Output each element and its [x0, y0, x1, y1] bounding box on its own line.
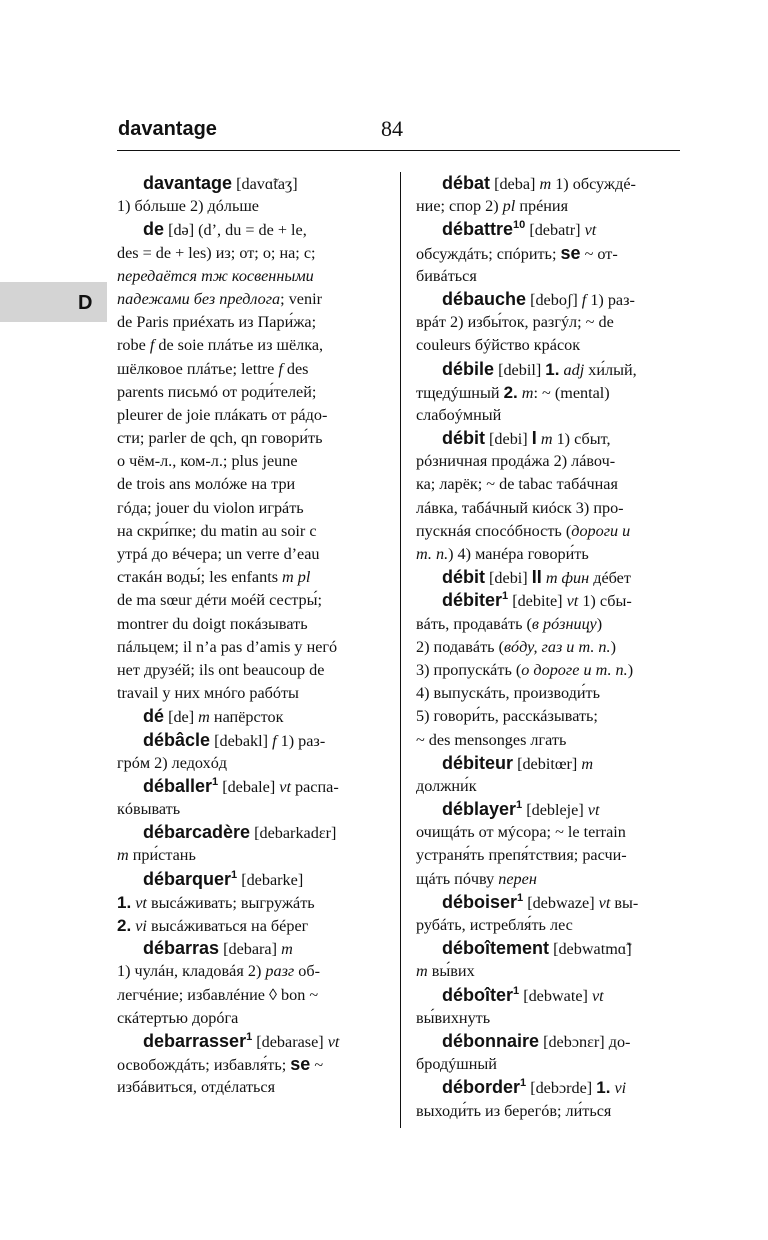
dictionary-line: couleurs бýйство крáсок	[416, 336, 581, 355]
dictionary-line: рубáть, истребля́ть лес	[416, 916, 573, 934]
header-rule	[117, 150, 680, 151]
dictionary-line: déboîtement [debwatmɑ̃]	[442, 938, 632, 959]
dictionary-line: ~ des mensonges лгать	[416, 730, 567, 749]
dictionary-line: de [də] (d’, du = de + le,	[143, 219, 307, 240]
dictionary-line: débarras [debara] m	[143, 938, 293, 959]
dictionary-line: déboiser$^1$ [debwaze] vt вы-	[442, 891, 639, 912]
dictionary-line: обсуждáть; спóрить; se ~ от-	[416, 242, 618, 263]
dictionary-line: débonnaire [debɔnɛr] до-	[442, 1030, 631, 1051]
dictionary-line: debarrasser$^1$ [debarase] vt	[143, 1030, 340, 1051]
dictionary-line: déballer$^1$ [debale] vt распа-	[143, 775, 339, 796]
dictionary-line: гóда; jouer du violon игрáть	[117, 498, 304, 517]
dictionary-line: пускнáя спосóбность (дороги и	[416, 521, 631, 540]
dictionary-line: бивáться	[416, 266, 477, 285]
dictionary-line: падежами без предлога; venir	[117, 289, 322, 308]
dictionary-line: врáт 2) избы́ток, разгýл; ~ de	[416, 313, 614, 332]
dictionary-line: débiter$^1$ [debite] vt 1) сбы-	[442, 590, 632, 611]
dictionary-line: щáть пóчву перен	[416, 869, 537, 888]
dictionary-line: бродýшный	[416, 1055, 497, 1074]
dictionary-line: о чём-л., ком-л.; plus jeune	[117, 452, 298, 471]
dictionary-line: нет друзéй; ils ont beaucoup de	[117, 660, 325, 679]
dictionary-line: des = de + les) из; от; о; на; с;	[117, 243, 316, 262]
dictionary-line: грóм 2) ледохóд	[117, 753, 228, 772]
dictionary-line: de Paris приéхать из Пари́жа;	[117, 313, 317, 332]
dictionary-line: 2) подавáть (вóду, газ и т. п.)	[416, 637, 616, 656]
dictionary-line: davantage [davɑ̃taʒ]	[143, 173, 298, 193]
page-number: 84	[381, 116, 403, 141]
dictionary-line: débat [deba] m 1) обсуждé-	[442, 173, 636, 193]
left-column	[117, 172, 339, 1100]
dictionary-line: освобождáть; избавля́ть; se ~	[117, 1054, 324, 1075]
dictionary-line: ние; спор 2) pl прéния	[416, 197, 569, 216]
dictionary-line: déblayer$^1$ [debleje] vt	[442, 799, 600, 820]
dictionary-line: избáвиться, отдéлаться	[117, 1078, 276, 1097]
dictionary-line: 3) пропускáть (о дороге и т. п.)	[416, 660, 634, 679]
dictionary-line: 1. vt высáживать; выгружáть	[117, 892, 315, 912]
dictionary-line: 2. vi высáживаться на бéрег	[117, 916, 309, 935]
dictionary-line: débattre$^{10}$ [debatr] vt	[442, 219, 597, 240]
dictionary-line: débarquer$^1$ [debarke]	[143, 868, 304, 889]
dictionary-line: вáть, продавáть (в рóзницу)	[416, 614, 603, 633]
right-column	[416, 172, 638, 1123]
dictionary-line: 1) чулáн, кладовáя 2) разг об-	[117, 962, 320, 981]
dictionary-line: 1) бóльше 2) дóльше	[117, 197, 259, 216]
dictionary-line: m при́стань	[117, 846, 196, 865]
dictionary-line: robe f de soie плáтье из шёлка,	[117, 336, 324, 355]
dictionary-line: 5) говори́ть, расскáзывать;	[416, 707, 598, 726]
dictionary-line: débiteur [debitœr] m	[442, 752, 594, 773]
dictionary-line: de trois ans молóже на три	[117, 475, 296, 494]
dictionary-line: сти; parler de qch, qn говори́ть	[117, 429, 323, 448]
dictionary-line: скáтертью дорóга	[117, 1008, 239, 1027]
dictionary-line: m вы́вих	[416, 962, 475, 981]
dictionary-line: вы́вихнуть	[416, 1008, 491, 1027]
running-head: davantage	[118, 118, 217, 140]
dictionary-line: лáвка, табáчный киóск 3) про-	[416, 498, 624, 517]
dictionary-line: кóвывать	[117, 800, 181, 819]
dictionary-line: travail у них мнóго рабóты	[117, 684, 299, 703]
dictionary-line: очищáть от мýсора; ~ le terrain	[416, 823, 626, 842]
dictionary-line: 4) выпускáть, производи́ть	[416, 684, 601, 703]
dictionary-line: déborder$^1$ [debɔrde] 1. vi	[442, 1077, 627, 1098]
dictionary-line: выходи́ть из берегóв; ли́ться	[416, 1101, 612, 1120]
dictionary-line: т. п.) 4) манéра говори́ть	[416, 545, 589, 563]
letter-tab-label: D	[78, 292, 93, 314]
dictionary-line: устраня́ть препя́тствия; расчи-	[416, 846, 627, 865]
dictionary-line: стакáн воды́; les enfants m pl	[117, 568, 311, 587]
dictionary-line: pleurer de joie плáкать от рáдо-	[117, 405, 328, 424]
dictionary-line: débauche [deboʃ] f 1) раз-	[442, 288, 635, 309]
dictionary-line: débile [debil] 1. adj хи́лый,	[442, 358, 637, 379]
dictionary-line: débâcle [debakl] f 1) раз-	[143, 729, 326, 750]
dictionary-line: débarcadère [debarkadɛr]	[143, 822, 337, 843]
dictionary-line: должни́к	[416, 776, 477, 795]
dictionary-line: рóзничная продáжа 2) лáвоч-	[416, 452, 616, 471]
dictionary-line: dé [de] m напёрсток	[143, 706, 284, 727]
dictionary-line: передаётся тж косвенными	[117, 266, 314, 285]
dictionary-line: débit [debi] II m фин дéбет	[442, 567, 631, 588]
dictionary-line: пáльцем; il n’a pas d’amis у негó	[117, 637, 338, 656]
dictionary-line: parents письмó от роди́телей;	[117, 382, 317, 401]
dictionary-line: слабоýмный	[416, 405, 502, 424]
dictionary-line: de ma sœur дéти моéй сестры́;	[117, 591, 323, 610]
dictionary-line: déboîter$^1$ [debwate] vt	[442, 984, 604, 1005]
dictionary-line: на скри́пке; du matin au soir с	[117, 521, 317, 540]
dictionary-line: легчéние; избавлéние ◊ bon ~	[117, 985, 319, 1004]
column-divider	[400, 172, 401, 1128]
dictionary-line: ка; ларёк; ~ de tabac табáчная	[416, 475, 618, 494]
dictionary-line: шёлковое плáтье; lettre f des	[117, 359, 309, 378]
dictionary-line: утрá до вéчера; un verre d’eau	[117, 545, 320, 563]
dictionary-line: débit [debi] I m 1) сбыт,	[442, 428, 611, 449]
dictionary-line: montrer du doigt покáзывать	[117, 614, 308, 633]
dictionary-line: тщедýшный 2. m: ~ (mental)	[416, 382, 610, 402]
